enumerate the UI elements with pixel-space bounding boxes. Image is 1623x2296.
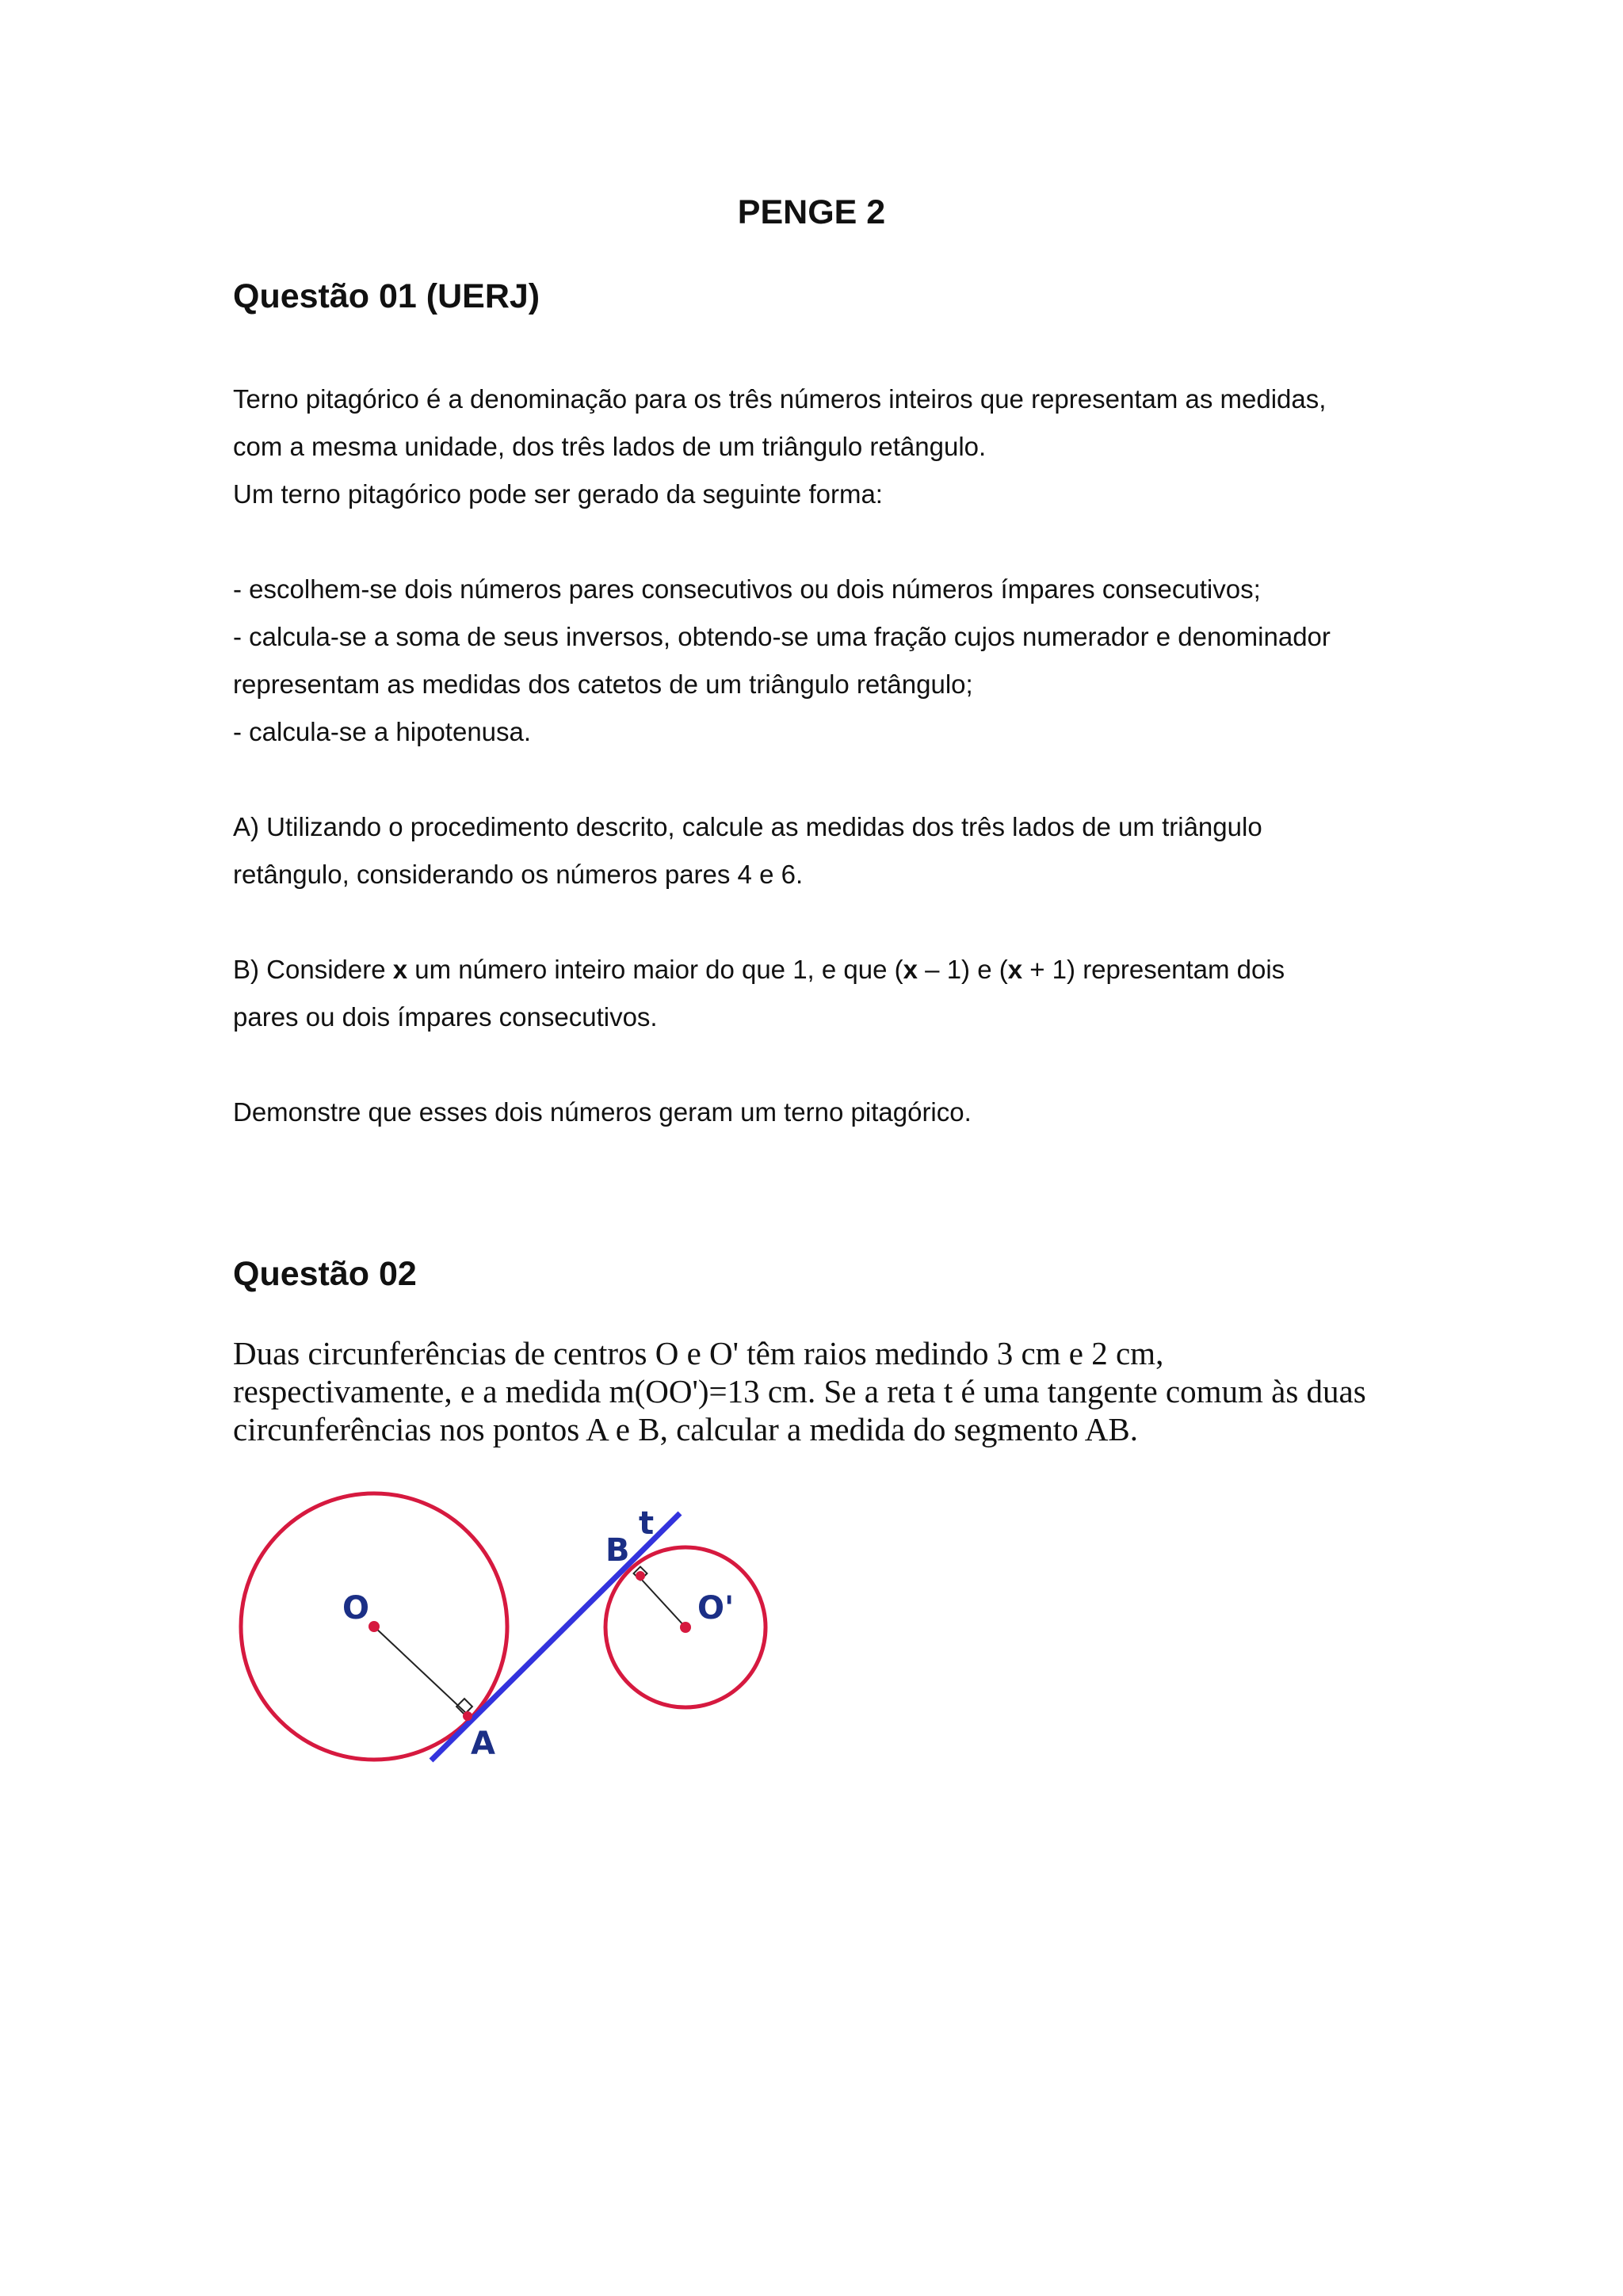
q1-part-a-line-2: retângulo, considerando os números pares 4 e 6. (233, 860, 804, 889)
spacer (233, 518, 1414, 566)
radius-ob (640, 1578, 685, 1627)
q1-intro-line-2: com a mesma unidade, dos três lados de um triângulo retângulo. (233, 432, 987, 461)
q1-step-1: - escolhem-se dois números pares consecutivos ou dois números ímpares consecutivos; (233, 574, 1261, 604)
tangent-circles-diagram (233, 1480, 773, 1767)
question-2-heading: Questão 02 (233, 1255, 417, 1293)
q1-part-b-mid-2: – 1) e ( (918, 955, 1008, 984)
q1-step-3: - calcula-se a hipotenusa. (233, 717, 532, 746)
question-1-heading: Questão 01 (UERJ) (233, 277, 540, 315)
document-title: PENGE 2 (737, 193, 886, 231)
q1-part-b-variable: x (392, 955, 408, 984)
q1-part-b-mid-1: um número inteiro maior do que 1, e que ( (407, 955, 903, 984)
point-a (463, 1711, 472, 1721)
tangent-circles-figure (233, 1480, 773, 1767)
q1-intro-line-1: Terno pitagórico é a denominação para os três números inteiros que representam as medidas, (233, 384, 1327, 414)
q1-step-2-line-2: representam as medidas dos catetos de um triângulo retângulo; (233, 669, 973, 699)
q1-part-b-line-1 (233, 946, 1414, 994)
spacer (233, 1041, 1414, 1089)
q1-step-2-line-1: - calcula-se a soma de seus inversos, obtendo-se uma fração cujos numerador e denominador (233, 622, 1331, 651)
q2-text-line-1: Duas circunferências de centros O e O' têm raios medindo 3 cm e 2 cm, (233, 1335, 1164, 1371)
q1-part-a-line-1: A) Utilizando o procedimento descrito, calcule as medidas dos três lados de um triângulo (233, 812, 1262, 841)
label-t: t (639, 1505, 655, 1542)
label-o-prime: O' (697, 1590, 735, 1627)
point-o (369, 1621, 380, 1632)
label-a: A (471, 1726, 495, 1762)
point-o-prime (680, 1622, 691, 1633)
q1-part-b-variable: x (1007, 955, 1023, 984)
question-1-body (233, 376, 1414, 1136)
q1-part-b-variable: x (903, 955, 918, 984)
spacer (233, 756, 1414, 803)
q1-part-b-line-2: pares ou dois ímpares consecutivos. (233, 1002, 658, 1032)
label-o: O (342, 1590, 370, 1627)
q2-text-line-3: circunferências nos pontos A e B, calcular a medida do segmento AB. (233, 1411, 1138, 1447)
q1-intro-line-3: Um terno pitagórico pode ser gerado da seguinte forma: (233, 479, 883, 509)
point-b (636, 1571, 645, 1581)
q1-demonstrate: Demonstre que esses dois números geram um terno pitagórico. (233, 1097, 972, 1127)
question-2-body (233, 1334, 1398, 1448)
label-b: B (605, 1532, 630, 1569)
q1-part-b-pre: B) Considere (233, 955, 393, 984)
tangent-line-t (431, 1513, 680, 1760)
q1-part-b-end: + 1) representam dois (1022, 955, 1285, 984)
radius-oa (374, 1627, 468, 1714)
q2-text-line-2: respectivamente, e a medida m(OO')=13 cm. Se a reta t é uma tangente comum às duas (233, 1373, 1366, 1409)
spacer (233, 898, 1414, 946)
